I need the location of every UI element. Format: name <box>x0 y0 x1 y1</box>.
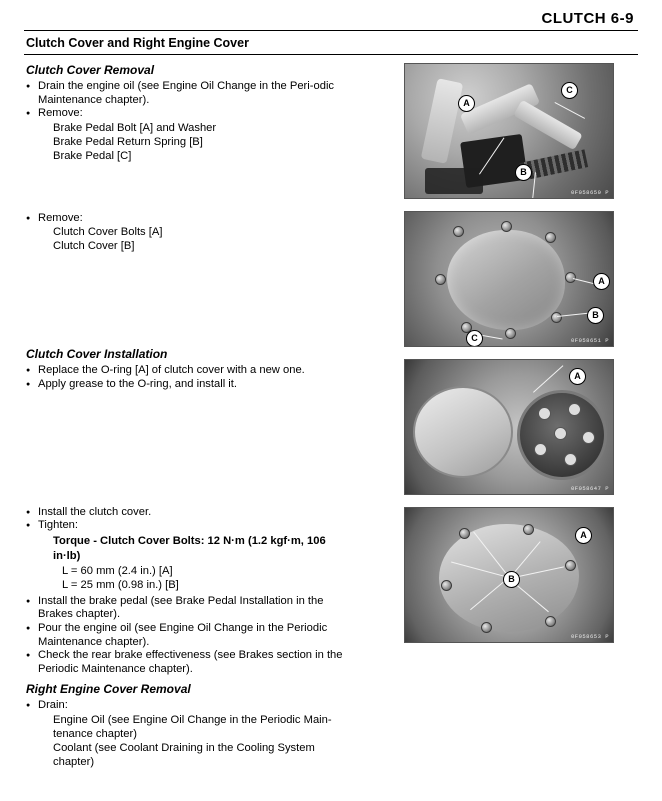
block-clutch-cover-installation <box>26 347 356 391</box>
torque-sub-line: L = 60 mm (2.4 in.) [A] <box>62 564 173 577</box>
callout-b: B <box>587 307 604 324</box>
sub-line-group <box>26 121 356 163</box>
bullet-list <box>26 699 356 713</box>
list-item: ● Remove: <box>26 107 356 121</box>
spring-hole <box>564 453 577 466</box>
sub-line: Coolant (see Coolant Draining in the Cooling System chapter) <box>53 741 315 768</box>
clutch-cover-torque-photo <box>404 507 614 643</box>
list-item: ● Install the clutch cover. <box>26 506 356 520</box>
section-title: Clutch Cover and Right Engine Cover <box>26 36 249 50</box>
clutch-cover-inner <box>413 386 513 478</box>
heading-clutch-cover-removal: Clutch Cover Removal <box>26 63 155 77</box>
center-hole <box>554 427 567 440</box>
bolt <box>459 528 470 539</box>
figure-caption: 0F058650 P <box>570 189 609 196</box>
bolt <box>441 580 452 591</box>
block-install-clutch-cover <box>26 506 356 677</box>
sub-line: Brake Pedal [C] <box>53 149 132 162</box>
figure-column <box>404 63 636 655</box>
sub-line-group <box>26 225 356 253</box>
list-item: ● Tighten: <box>26 519 356 533</box>
spacer <box>26 392 356 506</box>
torque-spec: Torque - Clutch Cover Bolts: 12 N·m (1.2 kgf·m, 106 in·lb) <box>53 534 326 562</box>
sub-line: Brake Pedal Return Spring [B] <box>53 135 203 148</box>
text-column <box>26 63 356 769</box>
callout-b: B <box>515 164 532 181</box>
figure-caption: 0F058651 P <box>570 337 609 344</box>
sub-line: Clutch Cover Bolts [A] <box>53 226 163 239</box>
brake-pedal-photo <box>404 63 614 199</box>
bolt <box>481 622 492 633</box>
bolt <box>505 328 516 339</box>
figure-caption: 0F058647 P <box>570 485 609 492</box>
list-item: ● Replace the O-ring [A] of clutch cover with a new one. <box>26 364 356 378</box>
callout-a: A <box>458 95 475 112</box>
block-right-engine-cover-removal <box>26 682 356 769</box>
callout-a: A <box>569 368 586 385</box>
list-item: ● Install the brake pedal (see Brake Pedal Installation in the Brakes chapter). <box>26 595 356 622</box>
block-clutch-cover-removal <box>26 63 356 163</box>
clutch-cover-bolts-photo <box>404 211 614 347</box>
list-item: ● Drain the engine oil (see Engine Oil Change in the Peri-odic Maintenance chapter). <box>26 80 356 107</box>
bolt <box>435 274 446 285</box>
bullet-list <box>26 364 356 391</box>
title-rule <box>24 54 638 55</box>
bolt <box>523 524 534 535</box>
spring-hole <box>568 403 581 416</box>
bullet-list <box>26 506 356 533</box>
bullet-list <box>26 212 356 226</box>
heading-clutch-cover-installation: Clutch Cover Installation <box>26 347 168 362</box>
bolt <box>565 560 576 571</box>
bolt <box>453 226 464 237</box>
list-item: ● Check the rear brake effectiveness (see Brakes section in the Periodic Maintenance chapter). <box>26 649 356 676</box>
bolt <box>545 232 556 243</box>
list-item: ● Drain: <box>26 699 356 713</box>
bullet-list <box>26 80 356 121</box>
bolt <box>551 312 562 323</box>
torque-sub-line: L = 25 mm (0.98 in.) [B] <box>62 579 179 592</box>
heading-right-engine-cover-removal: Right Engine Cover Removal <box>26 682 191 697</box>
shadow-part <box>425 168 483 194</box>
spacer <box>26 253 356 347</box>
sub-line: Engine Oil (see Engine Oil Change in the Periodic Main-tenance chapter) <box>53 713 332 740</box>
spring-hole <box>534 443 547 456</box>
callout-c: C <box>561 82 578 99</box>
bolt <box>501 221 512 232</box>
callout-a: A <box>575 527 592 544</box>
clutch-oring-photo <box>404 359 614 495</box>
spring-hole <box>582 431 595 444</box>
figure-caption: 0F058653 P <box>570 633 609 640</box>
list-item: ● Pour the engine oil (see Engine Oil Change in the Periodic Maintenance chapter). <box>26 622 356 649</box>
callout-c: C <box>466 330 483 347</box>
bullet-list <box>26 595 356 677</box>
list-item: ● Apply grease to the O-ring, and install it. <box>26 378 356 392</box>
header-rule <box>24 30 638 31</box>
spacer <box>26 163 356 212</box>
sub-line: Brake Pedal Bolt [A] and Washer <box>53 121 217 134</box>
sub-line: Clutch Cover [B] <box>53 240 135 253</box>
callout-b: B <box>503 571 520 588</box>
page-header: CLUTCH 6-9 <box>541 10 634 27</box>
block-remove-clutch-cover <box>26 212 356 254</box>
clutch-assembly <box>517 390 607 480</box>
list-item: ● Remove: <box>26 212 356 226</box>
clutch-cover <box>447 230 565 330</box>
callout-a: A <box>593 273 610 290</box>
spring-hole <box>538 407 551 420</box>
sub-line-group <box>26 713 356 769</box>
bolt <box>545 616 556 627</box>
